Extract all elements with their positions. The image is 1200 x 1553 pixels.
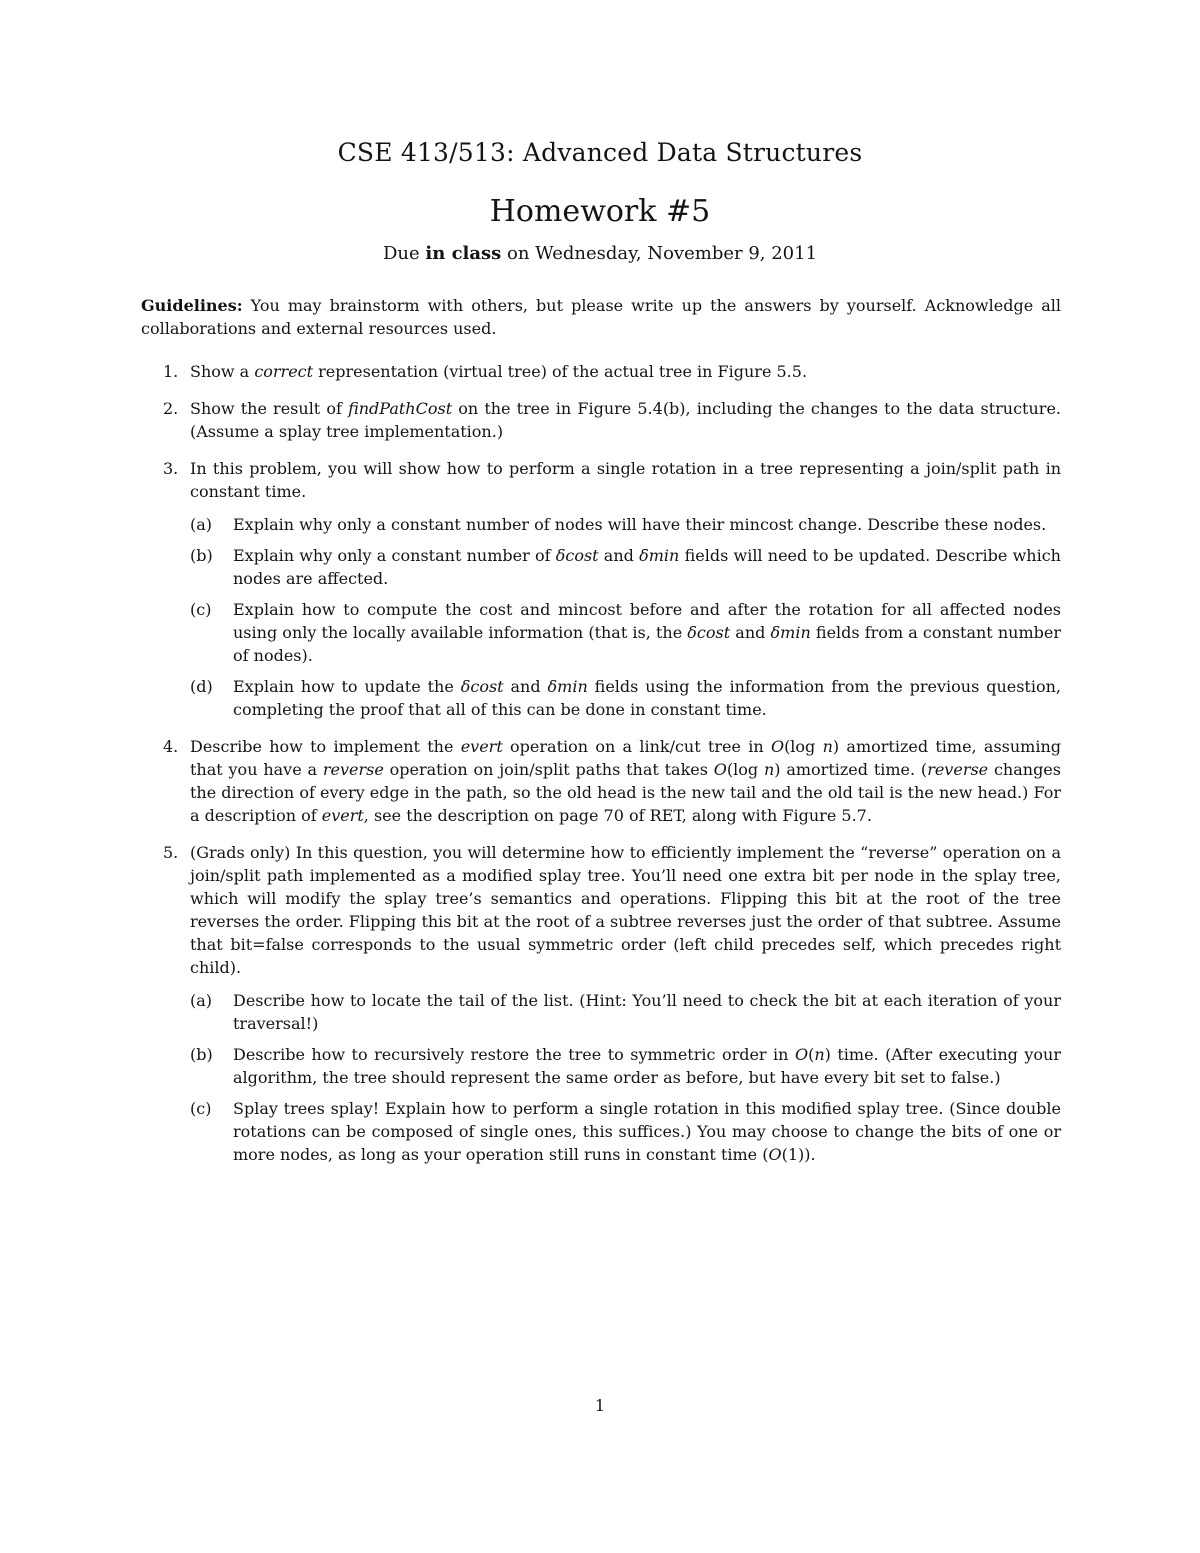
- due-date-line: [0, 243, 1200, 264]
- subproblem-5a: [190, 989, 1061, 1035]
- subproblem-text: Describe how to recursively restore the tree to symmetric order in O(n) time. (After executing your algorithm, the tree should represent the same order as before, but have every bit set to false.): [233, 1045, 1061, 1087]
- problem-number: 1.: [163, 362, 179, 381]
- subproblem-list: [190, 513, 1061, 721]
- guidelines-label: Guidelines:: [141, 296, 243, 315]
- problem-number: 3.: [163, 459, 179, 478]
- subproblem-text: Explain why only a constant number of δcost and δmin fields will need to be updated. Describe which nodes are affected.: [233, 546, 1061, 588]
- problem-text: Show a correct representation (virtual tree) of the actual tree in Figure 5.5.: [190, 362, 808, 381]
- problem-text: Show the result of findPathCost on the tree in Figure 5.4(b), including the changes to the data structure. (Assume a splay tree implementation.): [190, 399, 1061, 441]
- subproblem-text: Describe how to locate the tail of the list. (Hint: You’ll need to check the bit at each iteration of your traversal!): [233, 991, 1061, 1033]
- subproblem-list: [190, 989, 1061, 1166]
- subproblem-3a: [190, 513, 1061, 536]
- subproblem-3d: [190, 675, 1061, 721]
- problem-text: (Grads only) In this question, you will determine how to efficiently implement the “reverse” operation on a join/split path implemented as a modified splay tree. You’ll need one extra bit per node in the splay tree, which will modify the splay tree’s semantics and operations. Flipping this bit at the root of the tree reverses the order. Flipping this bit at the root of a subtree reverses just the order of that subtree. Assume that bit=false corresponds to the usual symmetric order (left child precedes self, which precedes right child).: [190, 843, 1061, 977]
- due-prefix: Due: [382, 243, 426, 264]
- problem-number: 2.: [163, 399, 179, 418]
- problem-list: [141, 360, 1061, 1178]
- subproblem-label: (c): [190, 1099, 212, 1118]
- homework-title: Homework #5: [489, 194, 711, 229]
- problem-3: [141, 457, 1061, 721]
- subproblem-label: (b): [190, 1045, 213, 1064]
- subproblem-text: Splay trees splay! Explain how to perform a single rotation in this modified splay tree. (Since double rotations can be composed of single ones, this suffices.) You may choose to change the bits of one or more nodes, as long as your operation still runs in constant time (O(1)).: [233, 1099, 1061, 1164]
- subproblem-3c: [190, 598, 1061, 667]
- subproblem-5b: [190, 1043, 1061, 1089]
- problem-2: [141, 397, 1061, 443]
- problem-number: 5.: [163, 843, 179, 862]
- subproblem-label: (a): [190, 515, 213, 534]
- problem-text: In this problem, you will show how to perform a single rotation in a tree representing a join/split path in constant time.: [190, 459, 1061, 501]
- subproblem-label: (b): [190, 546, 213, 565]
- subproblem-label: (c): [190, 600, 212, 619]
- guidelines-text: You may brainstorm with others, but please write up the answers by yourself. Acknowledge all collaborations and external resources used.: [141, 296, 1061, 338]
- subproblem-text: Explain how to update the δcost and δmin fields using the information from the previous question, completing the proof that all of this can be done in constant time.: [233, 677, 1062, 719]
- problem-4: [141, 735, 1061, 827]
- problem-number: 4.: [163, 737, 179, 756]
- subproblem-text: Explain why only a constant number of nodes will have their mincost change. Describe these nodes.: [233, 515, 1047, 534]
- problem-text: Describe how to implement the evert operation on a link/cut tree in O(log n) amortized time, assuming that you have a reverse operation on join/split paths that takes O(log n) amortized time. (reverse changes the direction of every edge in the path, so the old head is the new tail and the old tail is the new head.) For a description of evert, see the description on page 70 of RET, along with Figure 5.7.: [190, 737, 1062, 825]
- due-suffix: on Wednesday, November 9, 2011: [501, 243, 818, 264]
- subproblem-label: (a): [190, 991, 213, 1010]
- guidelines-paragraph: [141, 294, 1061, 340]
- course-title: CSE 413/513: Advanced Data Structures: [337, 138, 863, 167]
- due-bold: in class: [425, 243, 502, 264]
- problem-1: [141, 360, 1061, 383]
- subproblem-text: Explain how to compute the cost and mincost before and after the rotation for all affected nodes using only the locally available information (that is, the δcost and δmin fields from a constant number of nodes).: [233, 600, 1062, 665]
- subproblem-label: (d): [190, 677, 213, 696]
- problem-5: [141, 841, 1061, 1166]
- subproblem-3b: [190, 544, 1061, 590]
- subproblem-5c: [190, 1097, 1061, 1166]
- page-number: 1: [594, 1396, 606, 1415]
